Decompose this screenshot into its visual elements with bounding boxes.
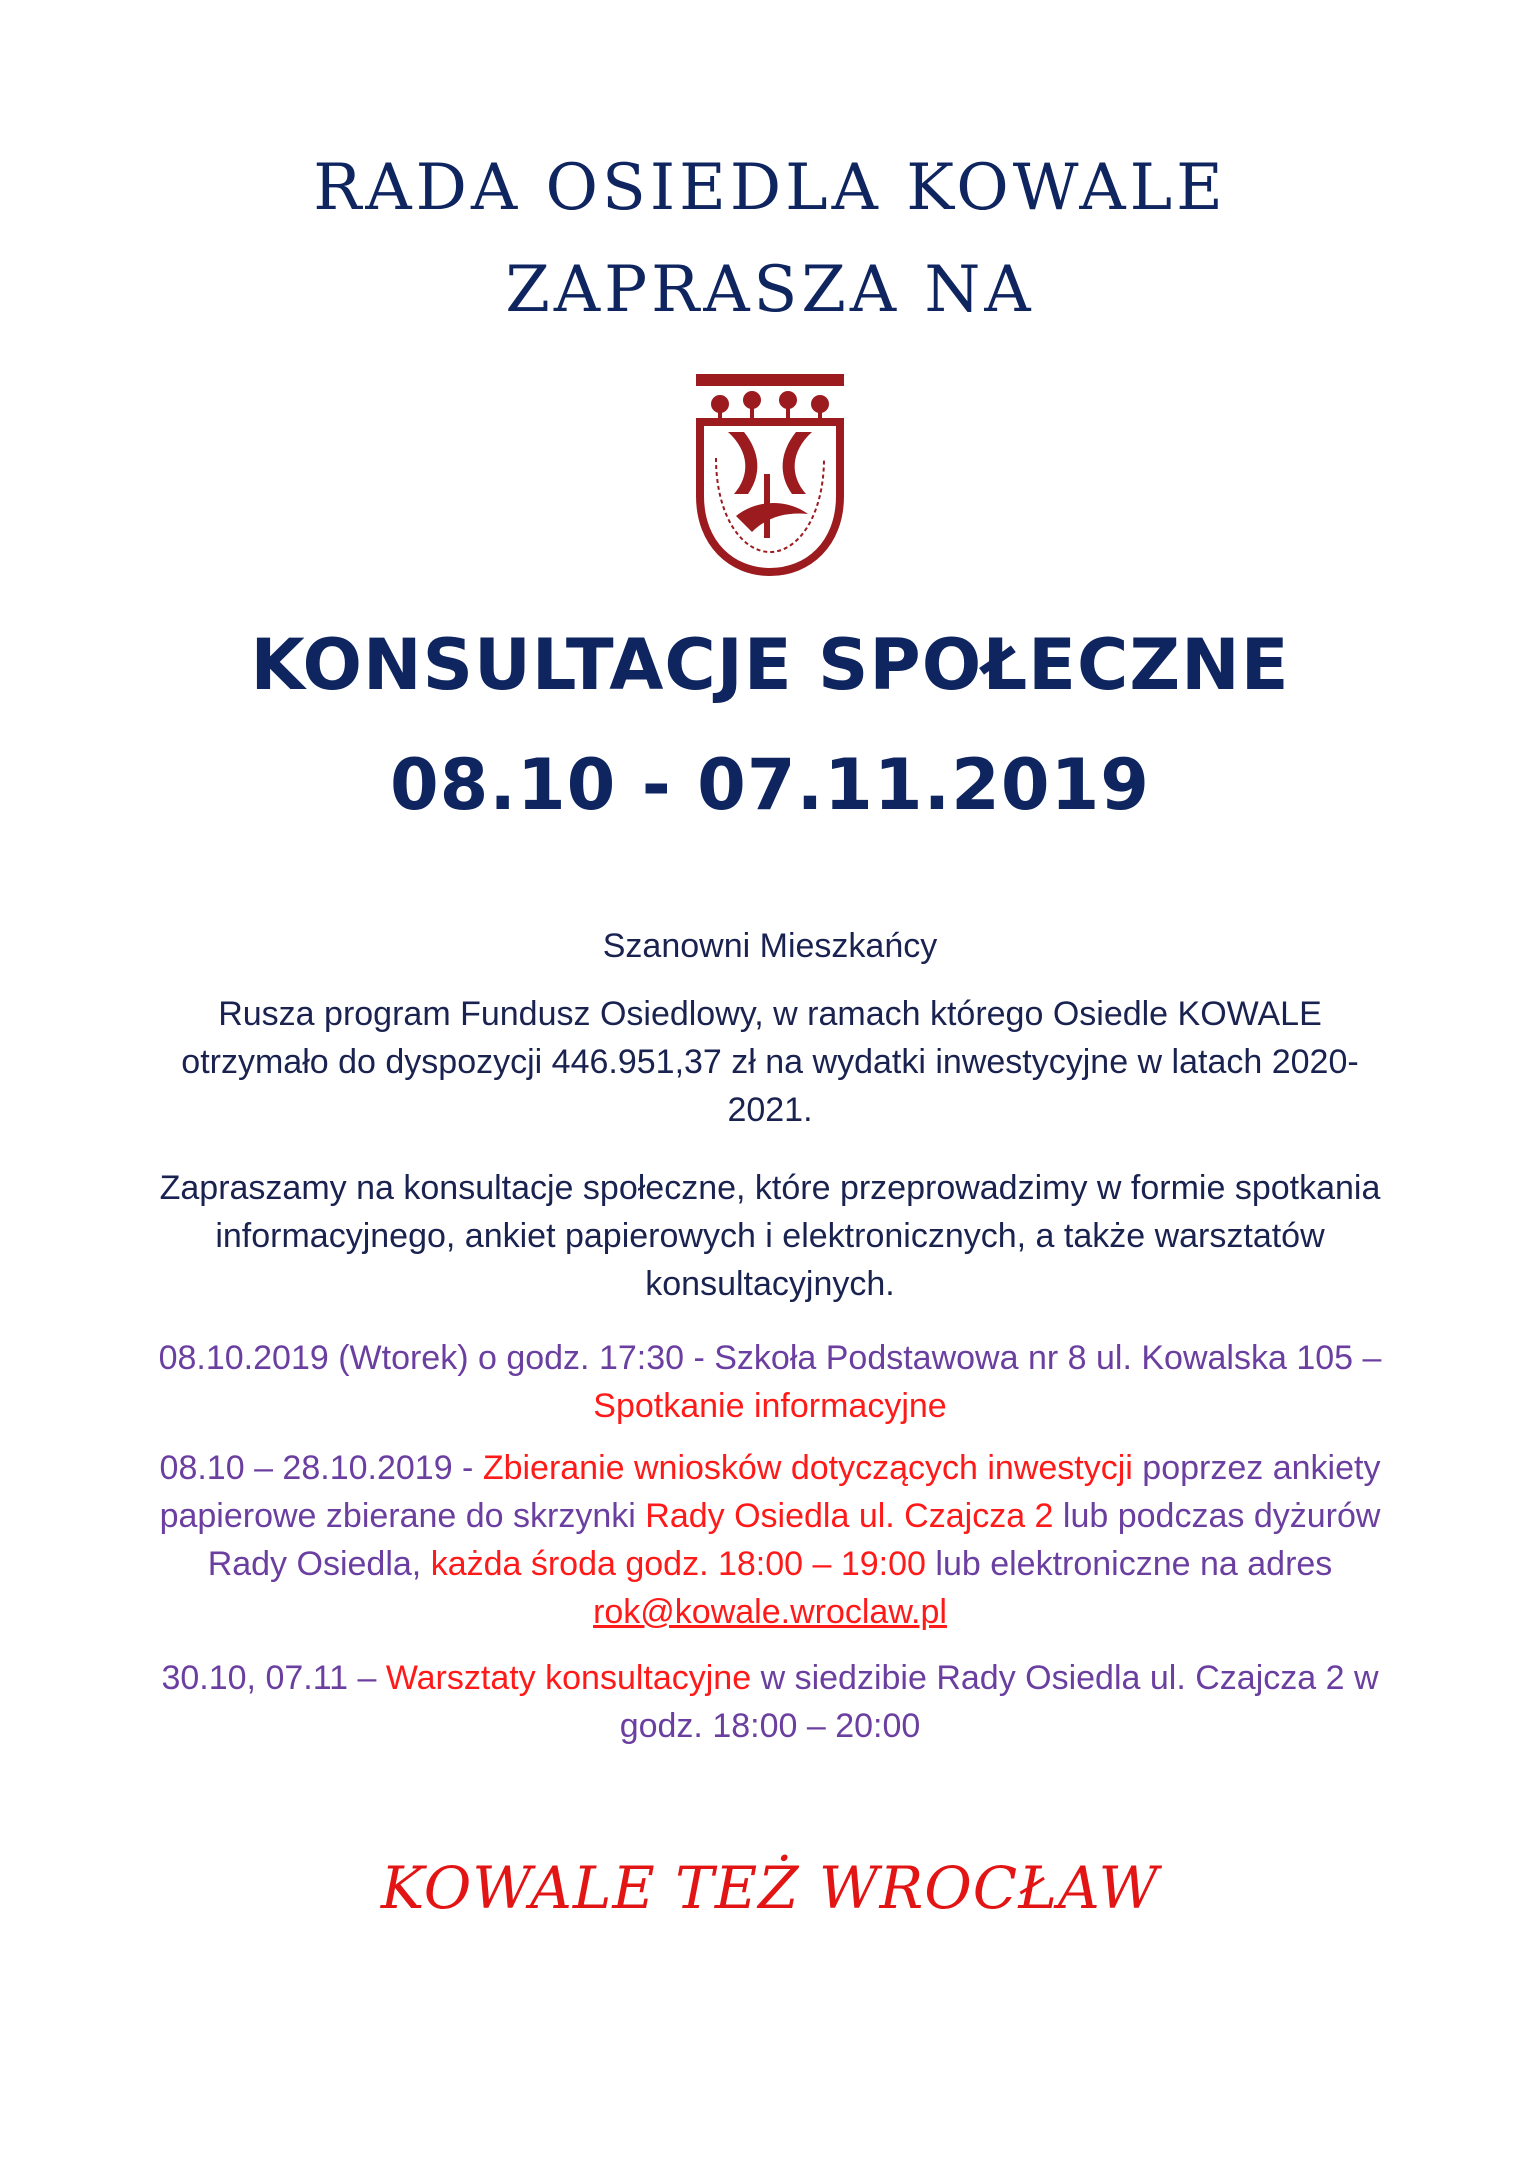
- schedule-item-2: [150, 1444, 1390, 1636]
- schedule-item-2-text-1: poprzez ankiety papierowe zbierane do skrzynki: [159, 1449, 1381, 1535]
- greeting: Szanowni Mieszkańcy: [602, 927, 938, 965]
- schedule-item-2-date: 08.10 – 28.10.2019 -: [159, 1449, 483, 1487]
- schedule-item-3-date: 30.10, 07.11 –: [161, 1659, 386, 1697]
- schedule-item-2-place: Rady Osiedla ul. Czajcza 2: [645, 1497, 1054, 1535]
- consultation-dates: 08.10 - 07.11.2019: [389, 744, 1151, 826]
- header-line-1: RADA OSIEDLA KOWALE: [313, 151, 1227, 225]
- email-link[interactable]: rok@kowale.wroclaw.pl: [593, 1593, 947, 1631]
- schedule-item-3: [150, 1654, 1390, 1750]
- schedule-item-2-text-2: lub podczas dyżurów Rady Osiedla,: [207, 1497, 1381, 1583]
- rada-osiedla-logo: [690, 366, 850, 580]
- schedule-item-2-event: Zbieranie wniosków dotyczących inwestycji: [482, 1449, 1133, 1487]
- schedule-item-2-time: każda środa godz. 18:00 – 19:00: [430, 1545, 926, 1583]
- schedule-item-3-rest: w siedzibie Rady Osiedla ul. Czajcza 2 w godz. 18:00 – 20:00: [619, 1659, 1379, 1745]
- consultation-heading: KONSULTACJE SPOŁECZNE: [250, 624, 1290, 706]
- intro-paragraph-1: Rusza program Fundusz Osiedlowy, w ramach którego Osiedle KOWALE otrzymało do dyspozycji 446.951,37 zł na wydatki inwestycyjne w latach 2020-2021.: [181, 995, 1359, 1129]
- schedule-item-1-event: Spotkanie informacyjne: [593, 1387, 947, 1425]
- schedule-item-1-date: 08.10.2019 (Wtorek) o godz. 17:30 - Szkoła Podstawowa nr 8 ul. Kowalska 105 –: [158, 1339, 1382, 1377]
- slogan: KOWALE TEŻ WROCŁAW: [380, 1854, 1160, 1922]
- schedule-item-3-event: Warsztaty konsultacyjne: [385, 1659, 752, 1697]
- intro-paragraph-2: Zapraszamy na konsultacje społeczne, które przeprowadzimy w formie spotkania informacyjnego, ankiet papierowych i elektronicznych, a także warsztatów konsultacyjnych.: [159, 1169, 1381, 1303]
- schedule-item-1: [150, 1334, 1390, 1430]
- schedule-item-2-text-3: lub elektroniczne na adres: [925, 1545, 1333, 1583]
- header-line-2: ZAPRASZA NA: [505, 253, 1035, 327]
